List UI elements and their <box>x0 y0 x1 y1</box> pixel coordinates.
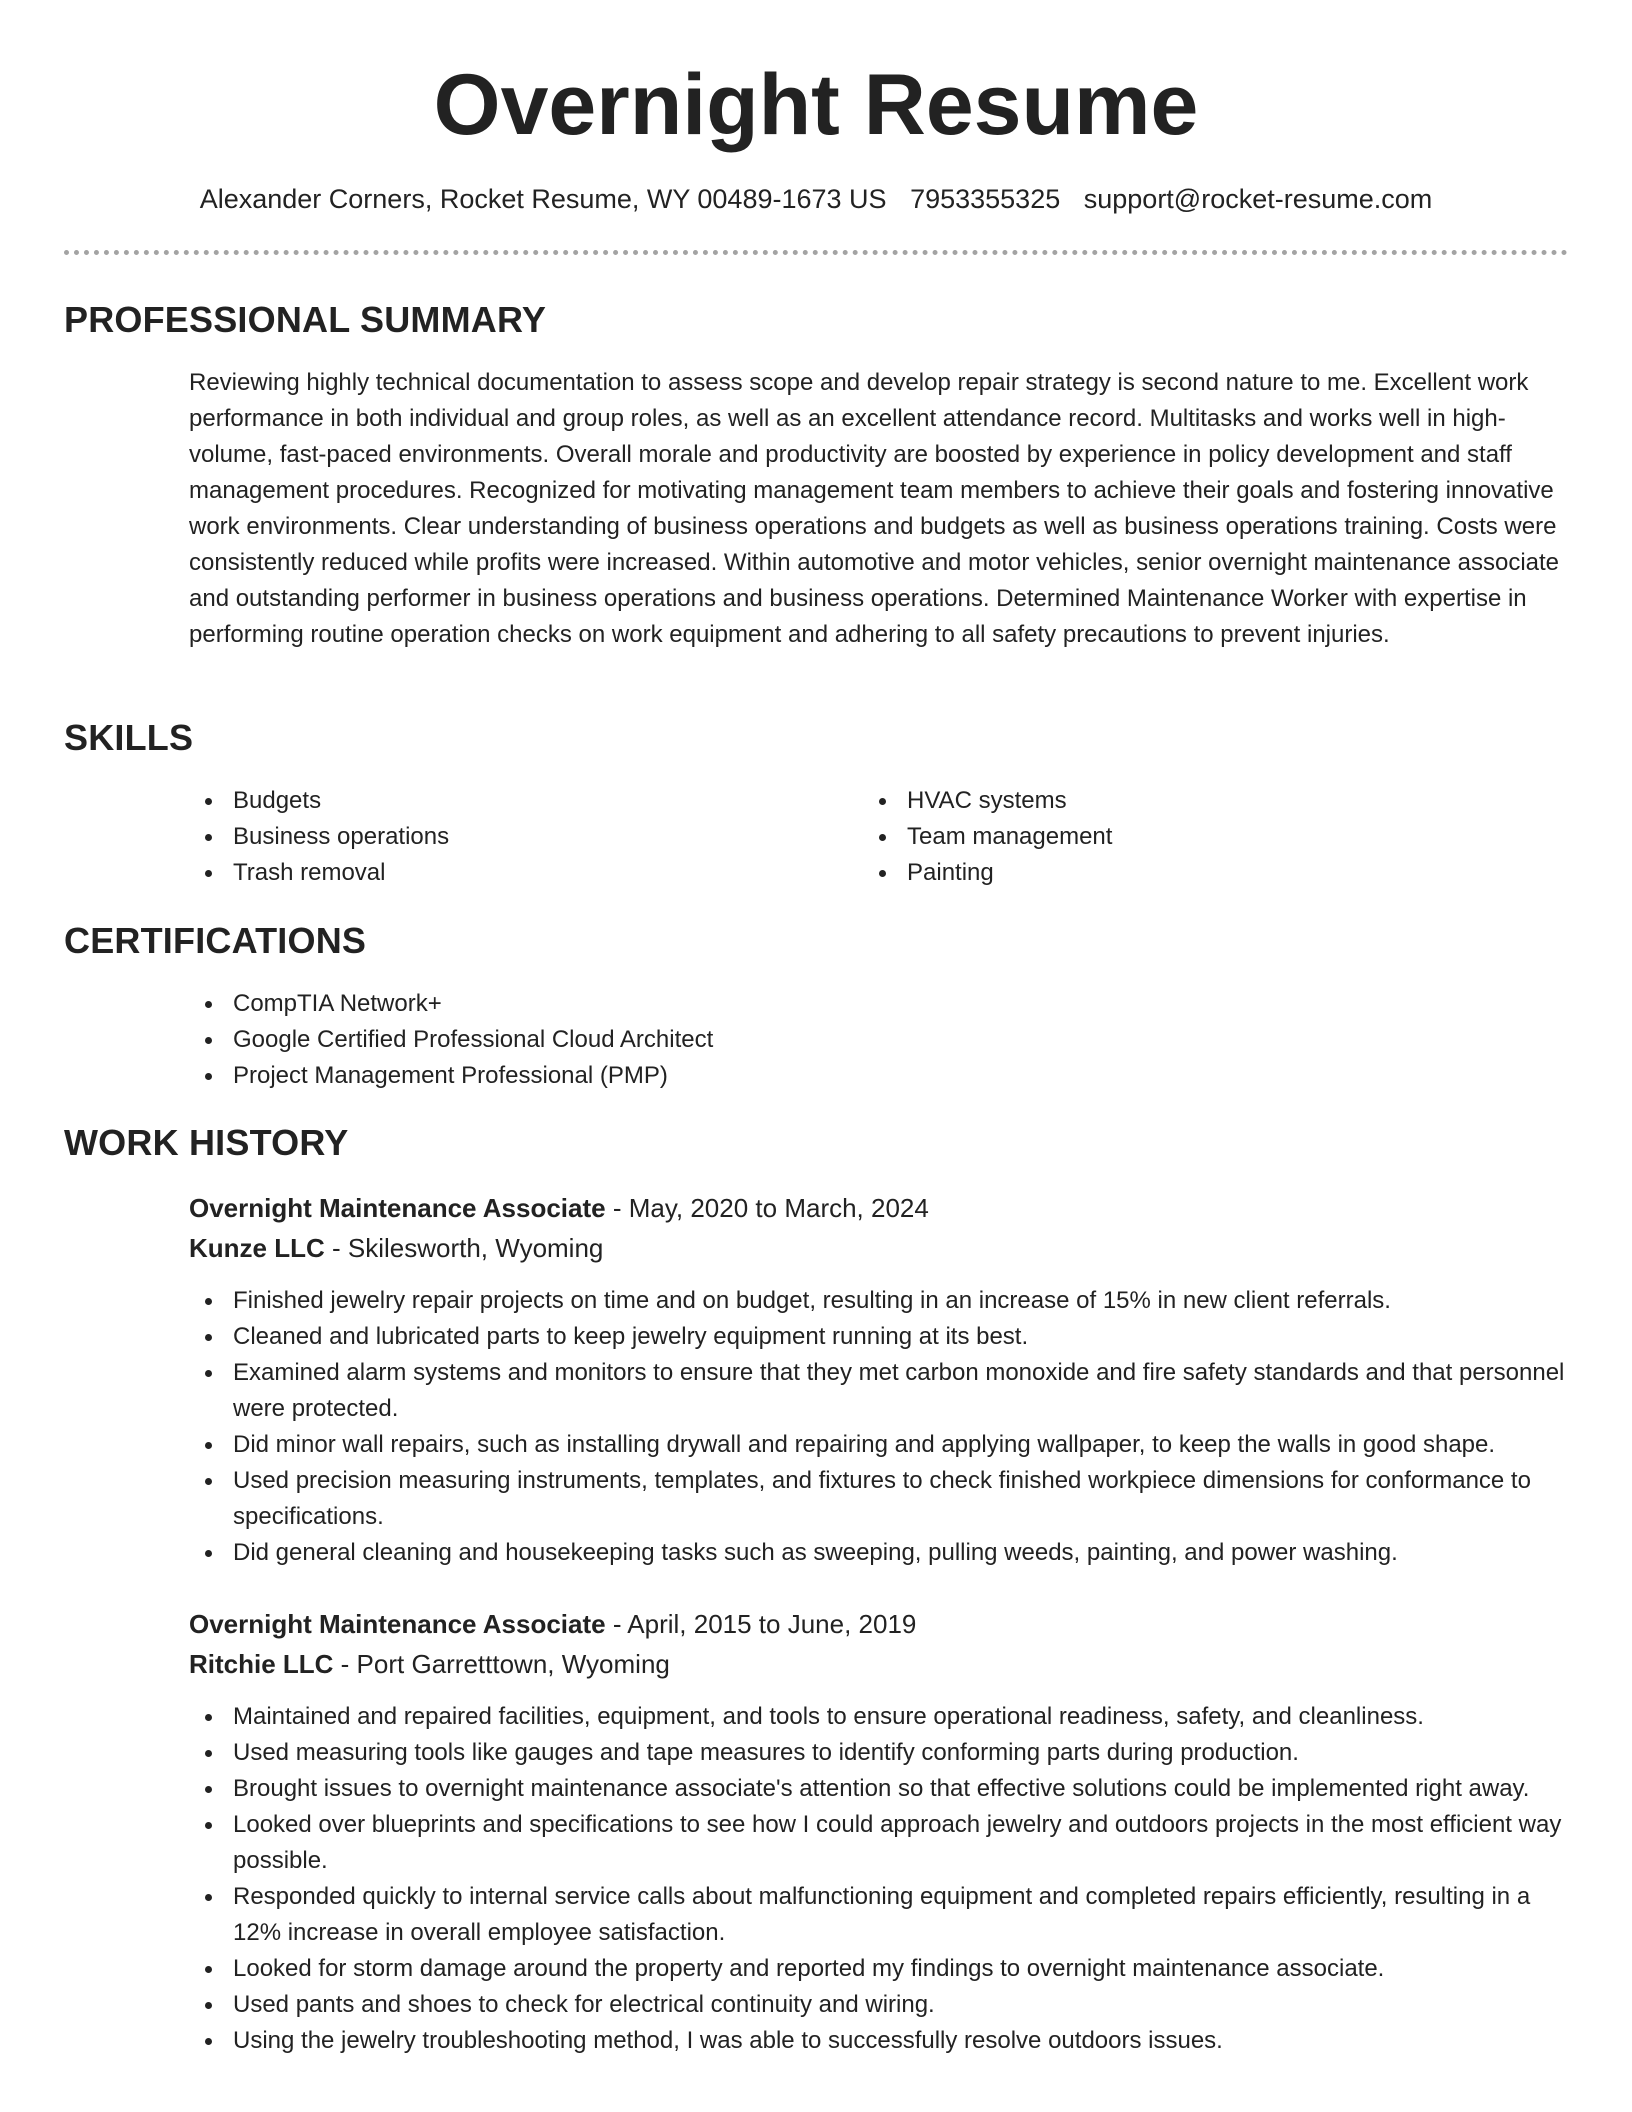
job-company-line <box>189 1644 1569 1684</box>
certification-item: Project Management Professional (PMP) <box>189 1058 1569 1094</box>
work-history-heading: WORK HISTORY <box>64 1122 349 1163</box>
summary-text: Reviewing highly technical documentation to assess scope and develop repair strategy is second nature to me. Excellent work performance in both individual and group roles, as well as an excellent attendance record. Multitasks and works well in high-volume, fast-paced environments. Overall morale and productivity are boosted by experience in policy development and staff management procedures. Recognized for motivating management team members to achieve their goals and fostering innovative work environments. Clear understanding of business operations and budgets as well as business operations training. Costs were consistently reduced while profits were increased. Within automotive and motor vehicles, senior overnight maintenance associate and outstanding performer in business operations and business operations. Determined Maintenance Worker with expertise in performing routine operation checks on work equipment and adhering to all safety precautions to prevent injuries. <box>189 369 1560 648</box>
job-bullet: Used measuring tools like gauges and tape measures to identify conforming parts during production. <box>189 1735 1569 1771</box>
job-bullet: Examined alarm systems and monitors to ensure that they met carbon monoxide and fire safety standards and that personnel were protected. <box>189 1355 1569 1427</box>
job-dates: - May, 2020 to March, 2024 <box>605 1193 929 1223</box>
certification-item: Google Certified Professional Cloud Architect <box>189 1022 1569 1058</box>
job-bullet: Did minor wall repairs, such as installing drywall and repairing and applying wallpaper, to keep the walls in good shape. <box>189 1427 1569 1463</box>
job-bullet: Did general cleaning and housekeeping tasks such as sweeping, pulling weeds, painting, and power washing. <box>189 1535 1569 1571</box>
job-bullet: Used pants and shoes to check for electrical continuity and wiring. <box>189 1987 1569 2023</box>
skill-item: Business operations <box>189 819 819 855</box>
certification-item: CompTIA Network+ <box>189 986 1569 1022</box>
job-bullet: Used precision measuring instruments, templates, and fixtures to check finished workpiece dimensions for conformance to specifications. <box>189 1463 1569 1535</box>
job-company: Ritchie LLC <box>189 1649 334 1679</box>
summary-heading: PROFESSIONAL SUMMARY <box>64 299 547 340</box>
job-bullets <box>189 1283 1569 1571</box>
job-company-line <box>189 1228 1569 1268</box>
contact-line <box>0 178 1632 220</box>
job-title-line <box>189 1188 1569 1228</box>
skills-heading: SKILLS <box>64 717 194 758</box>
skills-list-right <box>863 783 1493 891</box>
skill-item: Painting <box>863 855 1493 891</box>
skill-item: Trash removal <box>189 855 819 891</box>
certifications-list <box>189 986 1569 1094</box>
job-bullet: Looked for storm damage around the property and reported my findings to overnight maintenance associate. <box>189 1951 1569 1987</box>
job-bullet: Looked over blueprints and specifications to see how I could approach jewelry and outdoors projects in the most efficient way possible. <box>189 1807 1569 1879</box>
job-dates: - April, 2015 to June, 2019 <box>605 1609 917 1639</box>
job-title: Overnight Maintenance Associate <box>189 1193 606 1223</box>
job-location: - Port Garretttown, Wyoming <box>333 1649 670 1679</box>
job-company: Kunze LLC <box>189 1233 325 1263</box>
job-bullets <box>189 1699 1569 2059</box>
job-title-line <box>189 1604 1569 1644</box>
skill-item: HVAC systems <box>863 783 1493 819</box>
skill-item: Budgets <box>189 783 819 819</box>
skill-item: Team management <box>863 819 1493 855</box>
job-bullet: Finished jewelry repair projects on time and on budget, resulting in an increase of 15% in new client referrals. <box>189 1283 1569 1319</box>
job-bullet: Using the jewelry troubleshooting method, I was able to successfully resolve outdoors issues. <box>189 2023 1569 2059</box>
header-divider <box>64 250 1568 255</box>
job-location: - Skilesworth, Wyoming <box>324 1233 604 1263</box>
job-bullet: Maintained and repaired facilities, equipment, and tools to ensure operational readiness, safety, and cleanliness. <box>189 1699 1569 1735</box>
job-bullet: Cleaned and lubricated parts to keep jewelry equipment running at its best. <box>189 1319 1569 1355</box>
job-title: Overnight Maintenance Associate <box>189 1609 606 1639</box>
resume-title: Overnight Resume <box>433 57 1199 153</box>
job-bullet: Responded quickly to internal service calls about malfunctioning equipment and completed repairs efficiently, resulting in a 12% increase in overall employee satisfaction. <box>189 1879 1569 1951</box>
certifications-heading: CERTIFICATIONS <box>64 920 367 961</box>
job-bullet: Brought issues to overnight maintenance associate's attention so that effective solutions could be implemented right away. <box>189 1771 1569 1807</box>
contact-phone: 7953355325 <box>910 184 1061 214</box>
contact-address: Alexander Corners, Rocket Resume, WY 00489-1673 US <box>199 184 887 214</box>
skills-list-left <box>189 783 819 891</box>
contact-email: support@rocket-resume.com <box>1083 184 1433 214</box>
